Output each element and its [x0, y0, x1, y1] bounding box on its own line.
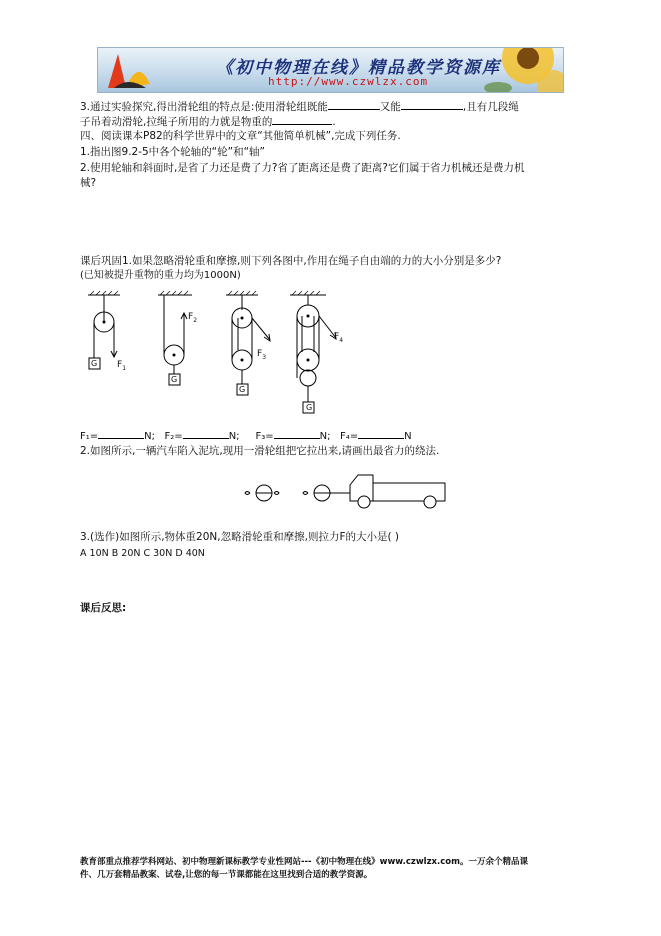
q3-text-b: 又能 — [379, 101, 401, 113]
truck-icon — [330, 475, 445, 508]
answer-f1-blank[interactable] — [98, 427, 144, 439]
footer-line2: 件、几万套精品教案、试卷,让您的每一节课都能在这里找到合适的教学资源。 — [80, 870, 373, 880]
homework-q2: 2.如图所示,一辆汽车陷入泥坑,现用一滑轮组把它拉出来,请画出最省力的绕法. — [80, 445, 440, 457]
answer-f2-blank[interactable] — [183, 427, 229, 439]
pulley-pair — [245, 485, 330, 501]
q3-blank-2[interactable] — [401, 98, 463, 110]
q3-line1 — [80, 98, 519, 114]
homework-q1: 1.如果忽略滑轮重和摩擦,则下列各图中,作用在绳子自由端的力的大小分别是多少? — [122, 255, 502, 267]
pulley-figure-2 — [158, 291, 192, 385]
car-pulley-diagram — [240, 473, 450, 513]
answer-f4-blank[interactable] — [358, 427, 404, 439]
task-2-line1: 2.使用轮轴和斜面时,是省了力还是费了力?省了距离还是费了距离?它们属于省力机械还是费力机 — [80, 162, 525, 174]
answer-f1-label: F₁= — [80, 431, 99, 442]
unit-label: N; — [228, 431, 240, 442]
g-label-1: G — [91, 359, 98, 368]
f4-label: $F_4$ — [334, 332, 344, 344]
answer-f2-label: F₂= — [164, 431, 183, 442]
g-label-3: G — [239, 385, 246, 394]
q3-text-c: ,且有几段绳 — [462, 101, 519, 113]
task-1: 1.指出图9.2-5中各个轮轴的“轮”和“轴” — [80, 146, 265, 158]
answers-line — [80, 427, 412, 444]
answer-f4-label: F₄= — [340, 431, 359, 442]
answer-f3-label: F₃= — [255, 431, 274, 442]
reflection-heading: 课后反思: — [80, 602, 127, 614]
q3-line2 — [80, 113, 336, 129]
q3-text-d: 子吊着动滑轮,拉绳子所用的力就是物重的 — [80, 116, 273, 128]
homework-line1 — [80, 254, 501, 268]
section-4-heading: 四、阅读课本P82的科学世界中的文章“其他简单机械”,完成下列任务. — [80, 130, 401, 142]
unit-label: N; — [144, 431, 155, 442]
pulley-figure-1 — [88, 291, 120, 369]
banner-title: 《初中物理在线》精品教学资源库 — [216, 58, 501, 78]
banner-url[interactable]: http://www.czwlzx.com — [268, 75, 429, 88]
q3-blank-3[interactable] — [272, 113, 332, 125]
unit-label: N; — [319, 431, 331, 442]
f2-label: $F_2$ — [188, 312, 198, 324]
f1-label: $F_1$ — [117, 360, 127, 372]
footer-line1: 教育部重点推荐学科网站、初中物理新课标教学专业性网站---《初中物理在线》www.czwlzx.com。一万余个精品课 — [80, 857, 528, 867]
pulley-figure-3 — [226, 291, 270, 395]
homework-q3-options: A 10N B 20N C 30N D 40N — [80, 548, 205, 559]
unit-label: N — [404, 431, 412, 442]
q3-text-e: . — [332, 116, 336, 128]
g-label-4: G — [306, 403, 313, 412]
pulley-diagrams — [80, 290, 360, 420]
header-banner — [97, 47, 564, 93]
q3-blank-1[interactable] — [328, 98, 380, 110]
q3-text-a: 3.通过实验探究,得出滑轮组的特点是:使用滑轮组既能 — [80, 101, 328, 113]
homework-q3: 3.(选作)如图所示,物体重20N,忽略滑轮重和摩擦,则拉力F的大小是( ) — [80, 531, 400, 543]
homework-q1-note: (已知被提升重物的重力均为1000N) — [80, 270, 241, 281]
f3-label: $F_3$ — [257, 349, 267, 361]
pulley-figure-4 — [290, 291, 336, 413]
answer-f3-blank[interactable] — [274, 427, 320, 439]
task-2-line2: 械? — [80, 177, 97, 189]
homework-title: 课后巩固 — [80, 255, 122, 267]
g-label-2: G — [171, 375, 178, 384]
